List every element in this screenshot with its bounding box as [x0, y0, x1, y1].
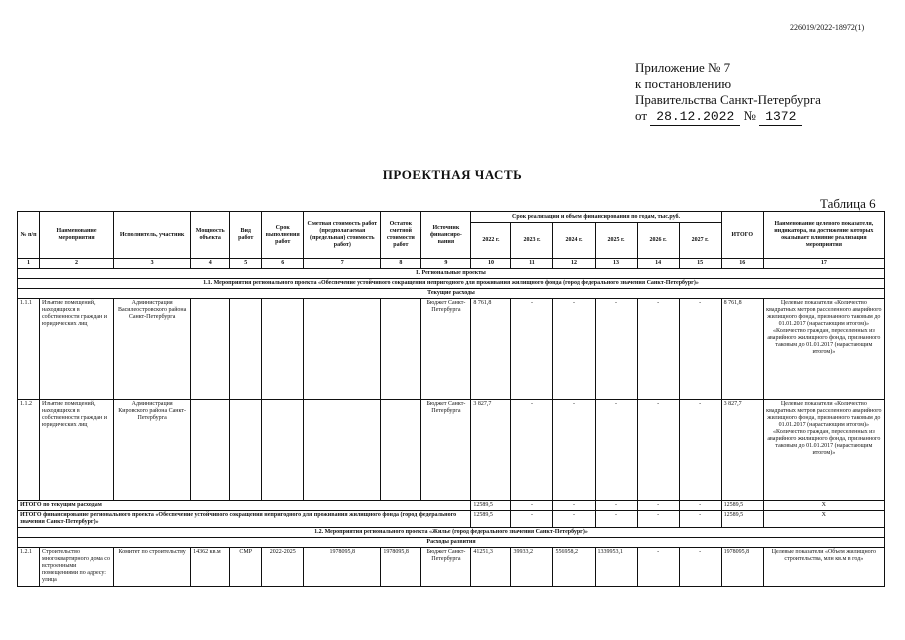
work-type	[230, 400, 262, 501]
value-2024: -	[553, 400, 595, 501]
column-number: 13	[595, 259, 637, 269]
header-period-group: Срок реализации и объем финансирования по годам, тыс.руб.	[471, 212, 721, 223]
header-name: Наименование мероприятия	[40, 212, 114, 259]
total-current-label: ИТОГО по текущим расходам	[18, 501, 471, 511]
value-2027: -	[679, 299, 721, 400]
activity-name: Изъятие помещений, находящихся в собственности граждан и юридических лиц	[40, 299, 114, 400]
total-row	[18, 511, 885, 528]
capacity	[191, 299, 230, 400]
project-table	[17, 211, 885, 587]
expense-type-row	[18, 538, 885, 548]
appendix-date-line	[635, 108, 821, 126]
total-current-2024: -	[553, 501, 595, 511]
total-project-indicator: Х	[763, 511, 884, 528]
value-2027: -	[679, 548, 721, 587]
header-2026: 2026 г.	[637, 223, 679, 259]
activity-name: Изъятие помещений, находящихся в собственности граждан и юридических лиц	[40, 400, 114, 501]
value-2025: -	[595, 400, 637, 501]
capacity: 14362 кв.м	[191, 548, 230, 587]
header-row	[18, 212, 885, 223]
table-row	[18, 400, 885, 501]
subsection-row	[18, 279, 885, 289]
header-executor: Исполнитель, участник	[114, 212, 191, 259]
estimate	[304, 400, 381, 501]
column-number: 3	[114, 259, 191, 269]
header-indicator: Наименование целевого показателя, индикатора, на достижение которых оказывает влияние реализация мероприятия	[763, 212, 884, 259]
estimate	[304, 299, 381, 400]
work-type: СМР	[230, 548, 262, 587]
document-registration-number: 226019/2022-18972(1)	[790, 23, 865, 32]
indicator: Целевые показатели «Объем жилищного строительства, млн кв.м в год»	[763, 548, 884, 587]
value-total: 8 761,8	[721, 299, 763, 400]
header-work-type: Вид работ	[230, 212, 262, 259]
header-2022: 2022 г.	[471, 223, 511, 259]
column-number: 14	[637, 259, 679, 269]
total-current-2023: -	[511, 501, 553, 511]
appendix-block	[635, 60, 821, 126]
column-number: 2	[40, 259, 114, 269]
expense-type-heading: Текущие расходы	[18, 289, 885, 299]
total-project-2026: -	[637, 511, 679, 528]
remainder	[381, 299, 421, 400]
total-project-2023: -	[511, 511, 553, 528]
column-number: 6	[262, 259, 304, 269]
value-2025: -	[595, 299, 637, 400]
column-number: 1	[18, 259, 40, 269]
page-title: ПРОЕКТНАЯ ЧАСТЬ	[382, 167, 523, 182]
appendix-line-1: Приложение № 7	[635, 60, 731, 75]
column-number: 8	[381, 259, 421, 269]
value-2027: -	[679, 400, 721, 501]
section-heading: I. Региональные проекты	[18, 269, 885, 279]
value-2024: 556958,2	[553, 548, 595, 587]
remainder: 1978095,8	[381, 548, 421, 587]
column-numbers-row	[18, 259, 885, 269]
row-number: 1.1.1	[18, 299, 40, 400]
header-source: Источник финансиро-вания	[421, 212, 471, 259]
table-label: Таблица 6	[820, 196, 876, 211]
value-total: 3 827,7	[721, 400, 763, 501]
total-project-2022: 12589,5	[471, 511, 511, 528]
column-number: 16	[721, 259, 763, 269]
total-current-total: 12589,5	[721, 501, 763, 511]
funding-source: Бюджет Санкт-Петербурга	[421, 548, 471, 587]
subsection-heading: 1.1. Мероприятия регионального проекта «Обеспечение устойчивого сокращения непригодного для проживания жилищного фонда (город федерального значения Санкт-Петербург)»	[18, 279, 885, 289]
row-number: 1.2.1	[18, 548, 40, 587]
total-project-2025: -	[595, 511, 637, 528]
expense-type-heading: Расходы развития	[18, 538, 885, 548]
value-total: 1978095,8	[721, 548, 763, 587]
expense-type-row	[18, 289, 885, 299]
resolution-date: 28.12.2022	[650, 109, 740, 126]
value-2023: -	[511, 400, 553, 501]
from-label: от	[635, 108, 648, 123]
total-current-2022: 12589,5	[471, 501, 511, 511]
total-project-2024: -	[553, 511, 595, 528]
row-number: 1.1.2	[18, 400, 40, 501]
total-current-indicator: Х	[763, 501, 884, 511]
activity-name: Строительство многоквартирного дома со встроенными помещениями по адресу: улица	[40, 548, 114, 587]
total-row	[18, 501, 885, 511]
header-estimate: Сметная стоимость работ (предполагаемая (предельная) стоимость работ)	[304, 212, 381, 259]
column-number: 12	[553, 259, 595, 269]
header-term: Срок выполнения работ	[262, 212, 304, 259]
number-label: №	[743, 108, 756, 123]
column-number: 11	[511, 259, 553, 269]
subsection-heading: 1.2. Мероприятия регионального проекта «Жилье (город федерального значения Санкт-Петербург)»	[18, 528, 885, 538]
total-current-2026: -	[637, 501, 679, 511]
total-project-label: ИТОГО финансирование регионального проекта «Обеспечение устойчивого сокращения непригодного для проживания жилищного фонда (город федерального значения Санкт-Петербург)»	[18, 511, 471, 528]
appendix-line-3: Правительства Санкт-Петербурга	[635, 92, 821, 107]
section-row	[18, 269, 885, 279]
header-2025: 2025 г.	[595, 223, 637, 259]
total-project-total: 12589,5	[721, 511, 763, 528]
header-2027: 2027 г.	[679, 223, 721, 259]
term: 2022-2025	[262, 548, 304, 587]
term	[262, 400, 304, 501]
executor: Администрация Василеостровского района Санкт-Петербурга	[114, 299, 191, 400]
funding-source: Бюджет Санкт-Петербурга	[421, 299, 471, 400]
executor: Администрация Кировского района Санкт-Петербурга	[114, 400, 191, 501]
total-current-2027: -	[679, 501, 721, 511]
value-2023: 39933,2	[511, 548, 553, 587]
value-2026: -	[637, 299, 679, 400]
header-capacity: Мощность объекта	[191, 212, 230, 259]
value-2026: -	[637, 548, 679, 587]
appendix-line-2: к постановлению	[635, 76, 732, 91]
term	[262, 299, 304, 400]
total-current-2025: -	[595, 501, 637, 511]
resolution-number: 1372	[759, 109, 802, 126]
executor: Комитет по строительству	[114, 548, 191, 587]
column-number: 7	[304, 259, 381, 269]
indicator: Целевые показатели «Количество квадратных метров расселенного аварийного жилищного фонда, признанного таковым до 01.01.2017 (нарастающим итогом)» «Количество граждан, переселенных из аварийного жилищного фонда, признанного таковым до 01.01.2017 (нарастающим итогом)»	[763, 299, 884, 400]
table-row	[18, 299, 885, 400]
column-number: 9	[421, 259, 471, 269]
funding-source: Бюджет Санкт-Петербурга	[421, 400, 471, 501]
header-num: № п/п	[18, 212, 40, 259]
column-number: 4	[191, 259, 230, 269]
indicator: Целевые показатели «Количество квадратных метров расселенного аварийного жилищного фонда, признанного таковым до 01.01.2017 (нарастающим итогом)» «Количество граждан, переселенных из аварийного жилищного фонда, признанного таковым до 01.01.2017 (нарастающим итогом)»	[763, 400, 884, 501]
column-number: 17	[763, 259, 884, 269]
value-2024: -	[553, 299, 595, 400]
value-2026: -	[637, 400, 679, 501]
column-number: 15	[679, 259, 721, 269]
column-number: 5	[230, 259, 262, 269]
total-project-2027: -	[679, 511, 721, 528]
remainder	[381, 400, 421, 501]
subsection-row	[18, 528, 885, 538]
header-2024: 2024 г.	[553, 223, 595, 259]
table-row	[18, 548, 885, 587]
value-2025: 1339953,1	[595, 548, 637, 587]
capacity	[191, 400, 230, 501]
value-2023: -	[511, 299, 553, 400]
column-number: 10	[471, 259, 511, 269]
value-2022: 41251,3	[471, 548, 511, 587]
header-remainder: Остаток сметной стоимости работ	[381, 212, 421, 259]
value-2022: 8 761,8	[471, 299, 511, 400]
work-type	[230, 299, 262, 400]
header-2023: 2023 г.	[511, 223, 553, 259]
header-total: ИТОГО	[721, 212, 763, 259]
estimate: 1978095,8	[304, 548, 381, 587]
value-2022: 3 827,7	[471, 400, 511, 501]
